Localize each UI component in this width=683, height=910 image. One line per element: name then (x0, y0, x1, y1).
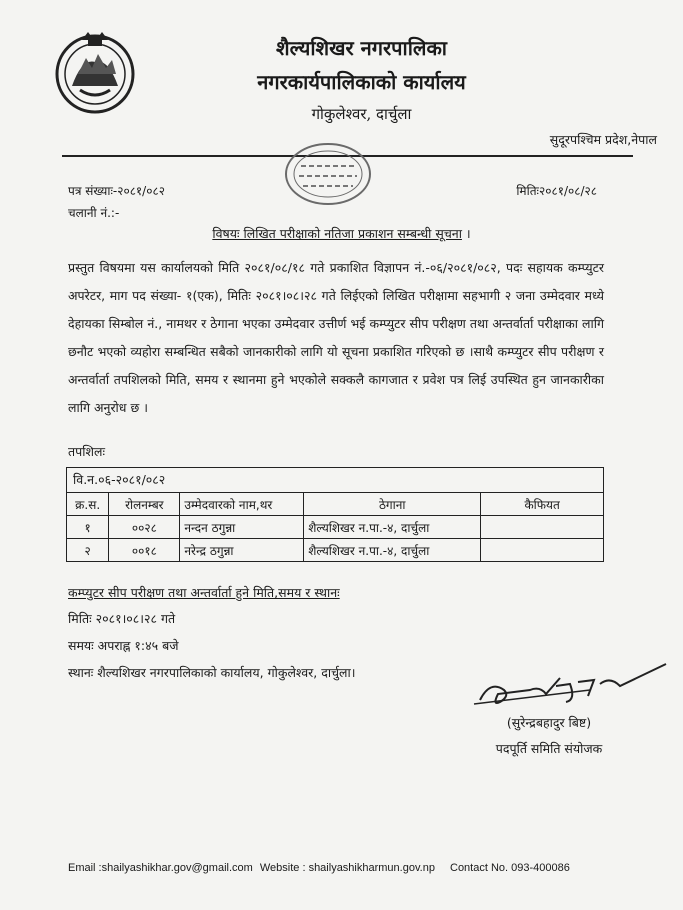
exam-time: समयः अपराह्न १:४५ बजे (68, 638, 179, 653)
office-stamp-icon (283, 140, 373, 208)
contact-footer (68, 862, 574, 874)
table-header-row (67, 493, 604, 516)
office-name: नगरकार्यपालिकाको कार्यालय (257, 70, 466, 94)
cell-name: नन्दन ठगुन्ना (180, 516, 304, 539)
municipality-name: शैल्यशिखर नगरपालिका (276, 36, 447, 60)
notice-body: प्रस्तुत विषयमा यस कार्यालयको मिति २०८१/०८/१८ गते प्रकाशित विज्ञापन नं.-०६/२०८१/०८२, पदः सहायक कम्प्युटर अपरेटर, माग पद संख्या- १(एक), मितिः २०८१।०८।२८ गते लिईएको लिखित परीक्षामा सहभागी २ जना उम्मेदवार मध्ये देहायका सिम्बोल नं., नामथर र ठेगाना भएका उम्मेदवार उत्तीर्ण भई कम्प्युटर सीप परीक्षण तथा अन्तर्वार्ता परीक्षाका लागि छनौट भएको व्यहोरा सम्बन्धित सबैको जानकारीको लागि यो सूचना प्रकाशित गरिएको छ ।साथै कम्प्युटर सीप परीक्षण र अन्तर्वार्ता तपशिलको मिति, समय र स्थानमा हुने भएकोले सक्कलै कागजात र प्रवेश पत्र लिई उपस्थित हुन जानकारीका लागि अनुरोध छ । (68, 260, 604, 415)
cell-address: शैल्यशिखर न.पा.-४, दार्चुला (304, 539, 481, 562)
footer-email: Email :shailyashikhar.gov@gmail.com (68, 862, 253, 874)
results-table (66, 467, 604, 562)
col-name: उम्मेदवारको नाम,थर (180, 493, 304, 516)
cell-serial: १ (67, 516, 109, 539)
subject-text: विषयः लिखित परीक्षाको नतिजा प्रकाशन सम्बन्धी सूचना (212, 226, 462, 241)
col-serial: क्र.स. (67, 493, 109, 516)
cell-serial: २ (67, 539, 109, 562)
exam-place: स्थानः शैल्यशिखर नगरपालिकाको कार्यालय, गोकुलेश्वर, दार्चुला। (68, 665, 356, 680)
footer-website: Website : shailyashikharmun.gov.np (259, 862, 435, 874)
office-address: गोकुलेश्वर, दार्चुला (311, 105, 412, 123)
cell-remarks (481, 516, 604, 539)
table-caption: वि.न.०६-२०८१/०८२ (66, 467, 604, 492)
reference-number: पत्र संख्याः-२०८१/०८२ (68, 184, 165, 198)
signature-icon (470, 660, 670, 718)
exam-date: मितिः २०८१।०८।२८ गते (68, 611, 176, 626)
cell-address: शैल्यशिखर न.पा.-४, दार्चुला (304, 516, 481, 539)
cell-remarks (481, 539, 604, 562)
exam-schedule-heading: कम्प्युटर सीप परीक्षण तथा अन्तर्वार्ता हुने मिति,समय र स्थानः (68, 585, 340, 600)
details-label: तपशिलः (68, 444, 105, 459)
subject-end: । (461, 226, 471, 241)
col-address: ठेगाना (304, 493, 481, 516)
table-row (67, 516, 604, 539)
signer-name: (सुरेन्द्रबहादुर बिष्ट) (506, 715, 592, 730)
dispatch-number: चलानी नं.:- (68, 206, 120, 220)
table-row (67, 539, 604, 562)
letter-date: मितिः२०८१/०८/२८ (516, 184, 597, 198)
col-remarks: कैफियत (481, 493, 604, 516)
province-name: सुदूरपश्चिम प्रदेश,नेपाल (549, 132, 657, 147)
subject-line (0, 225, 683, 242)
cell-roll: ००२८ (109, 516, 180, 539)
col-roll: रोलनम्बर (109, 493, 180, 516)
footer-contact: Contact No. 093-400086 (450, 862, 570, 874)
cell-roll: ००१८ (109, 539, 180, 562)
cell-name: नरेन्द्र ठगुन्ना (180, 539, 304, 562)
signer-role: पदपूर्ति समिति संयोजक (495, 741, 603, 756)
